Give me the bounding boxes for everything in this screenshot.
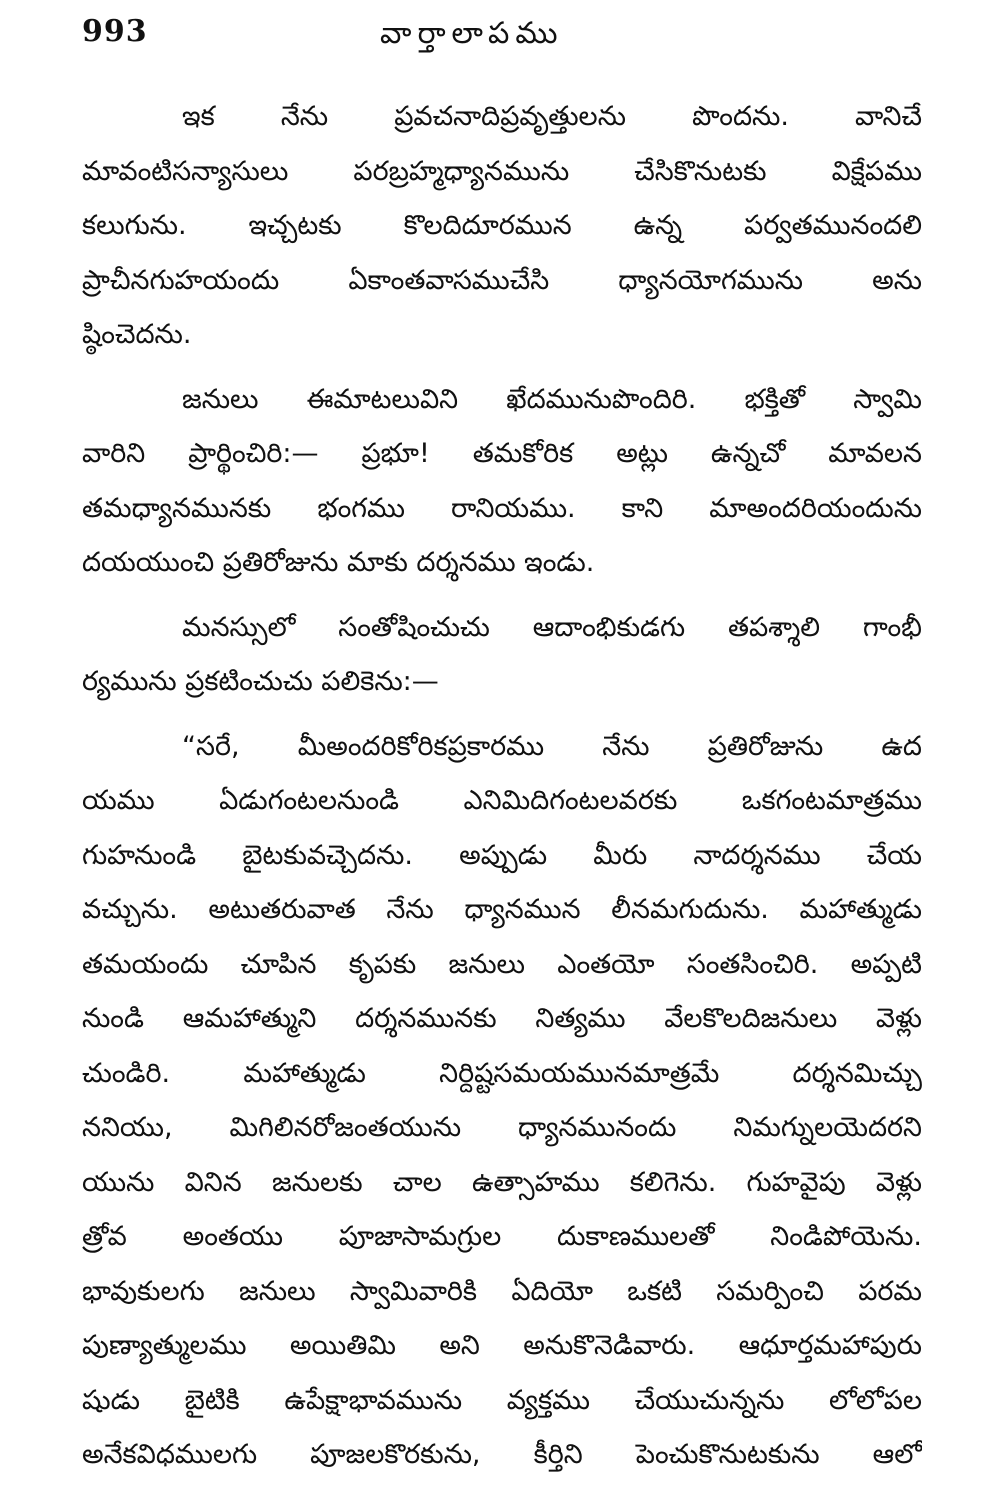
text-line: చుండిరి. మహాత్ముడు నిర్దిష్టసమయమునమాత్రమే దర్శనమిచ్చు — [82, 1057, 922, 1089]
text-line: ఇక నేను ప్రవచనాదిప్రవృత్తులను పొందను. వానిచే — [182, 101, 922, 132]
page-number: 993 — [82, 14, 148, 49]
paragraph — [82, 90, 922, 363]
text-line: పుణ్యాత్ములము అయితిమి అని అనుకొనెడివారు. ఆధూర్తమహాపురు — [82, 1330, 922, 1361]
text-line: ననియు, మిగిలినరోజంతయును ధ్యానమునందు నిమగ్నులయెదరని — [82, 1112, 922, 1143]
paragraph — [82, 720, 922, 1483]
text-line: ప్రాచీనగుహయందు ఏకాంతవాసముచేసి ధ్యానయోగమును అను — [82, 264, 922, 296]
text-line: త్రోవ అంతయు పూజాసామగ్రుల దుకాణములతో నిండిపోయెను. — [82, 1221, 922, 1252]
text-line: మావంటిసన్యాసులు పరబ్రహ్మధ్యానమును చేసికొనుటకు విక్షేపము — [82, 155, 922, 187]
text-line: దయయుంచి ప్రతిరోజును మాకు దర్శనము ఇండు. — [82, 547, 595, 578]
text-line: తమధ్యానమునకు భంగము రానియము. కాని మాఅందరియందును — [82, 492, 922, 524]
text-line: తమయందు చూపిన కృపకు జనులు ఎంతయో సంతసించిరి. అప్పటి — [82, 948, 922, 980]
text-line: భావుకులగు జనులు స్వామివారికి ఏదియో ఒకటి సమర్పించి పరమ — [82, 1275, 922, 1307]
text-line: అనేకవిధములగు పూజలకొరకును, కీర్తిని పెంచుకొనుటకును ఆలో — [82, 1439, 922, 1470]
text-line: షుడు బైటికి ఉపేక్షాభావమును వ్యక్తము చేయుచున్నను లోలోపల — [82, 1384, 922, 1416]
text-line: యును వినిన జనులకు చాల ఉత్సాహము కలిగెను. గుహవైపు వెళ్లు — [82, 1166, 922, 1198]
text-line: నుండి ఆమహాత్ముని దర్శనమునకు నిత్యము వేలకొలదిజనులు వెళ్లు — [82, 1003, 922, 1034]
running-title: వార్తాలాపము — [380, 16, 564, 51]
text-line: ర్యమును ప్రకటించుచు పలికెను:— — [82, 666, 439, 697]
text-line: గుహనుండి బైటకువచ్చెదను. అప్పుడు మీరు నాదర్శనము చేయ — [82, 839, 922, 871]
text-line: ష్ఠించెదను. — [82, 319, 192, 350]
text-line: వారిని ప్రార్థించిరి:— ప్రభూ! తమకోరిక అట్లు ఉన్నచో మావలన — [82, 438, 922, 469]
text-line: యము ఏడుగంటలనుండి ఎనిమిదిగంటలవరకు ఒకగంటమాత్రము — [82, 785, 922, 816]
paragraph — [82, 601, 922, 710]
text-line: జనులు ఈమాటలువిని ఖేదమునుపొందిరి. భక్తితో స్వామి — [182, 383, 922, 415]
text-line: మనస్సులో సంతోషించుచు ఆదాంభికుడగు తపశ్శాలి గాంభీ — [182, 611, 922, 643]
text-line: “సరే, మీఅందరికోరికప్రకారము నేను ప్రతిరోజును ఉద — [182, 730, 922, 762]
text-line: వచ్చును. అటుతరువాత నేను ధ్యానమున లీనమగుదును. మహాత్ముడు — [82, 894, 922, 925]
paragraph — [82, 373, 922, 591]
body-text — [82, 90, 922, 1483]
text-line: కలుగును. ఇచ్చటకు కొలదిదూరమున ఉన్న పర్వతమునందలి — [82, 210, 922, 241]
